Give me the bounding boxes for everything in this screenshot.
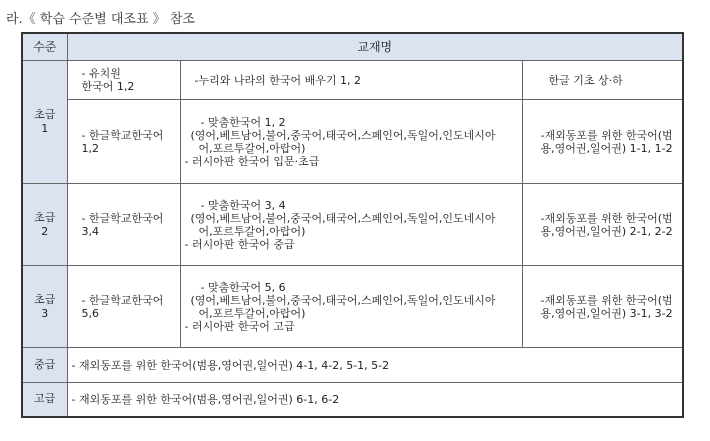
- table-row: [22, 100, 683, 184]
- textbook-cell: [522, 100, 683, 184]
- textbook-line: - 러시아판 한국어 중급: [184, 237, 295, 251]
- table-row: [22, 348, 683, 383]
- level-number: 1: [41, 122, 49, 135]
- textbook-line: - 맞춤한국어 1, 2: [200, 115, 286, 129]
- textbook-line: 한글 기초 상·하: [548, 73, 623, 87]
- textbook-cell: [522, 266, 683, 348]
- level-number: 3: [41, 306, 49, 320]
- level-cell: [22, 184, 67, 266]
- page-heading: 라.《 학습 수준별 대조표 》 참조: [6, 12, 195, 27]
- textbook-line: -누리와 나라의 한국어 배우기 1, 2: [194, 73, 361, 87]
- textbook-line: 어,포르투갈어,아랍어): [198, 306, 306, 320]
- level-cell: [22, 266, 67, 348]
- textbook-line: 한국어 1,2: [81, 80, 135, 93]
- textbook-line: - 한글학교한국어 5,6: [81, 293, 164, 320]
- header-level: 수준: [22, 33, 67, 61]
- textbook-line: 어,포르투갈어,아랍어): [198, 224, 306, 238]
- textbook-line: -재외동포를 위한 한국어(범용,영어권,일어권) 1-1, 1-2: [540, 128, 673, 155]
- textbook-cell: [522, 184, 683, 266]
- textbook-line: - 러시아판 한국어 고급: [184, 319, 295, 333]
- level-number: 2: [41, 224, 49, 238]
- textbook-cell: [180, 100, 522, 184]
- level-cell: 중급: [22, 348, 67, 383]
- level-name: 초급: [34, 108, 56, 121]
- table-row: [22, 61, 683, 100]
- textbook-line: (영어,베트남어,불어,중국어,태국어,스페인어,독일어,인도네시아: [190, 293, 496, 307]
- level-cell: 고급: [22, 383, 67, 417]
- level-comparison-table: [21, 32, 684, 418]
- textbook-cell: [67, 100, 180, 184]
- textbook-line: -재외동포를 위한 한국어(범용,영어권,일어권) 2-1, 2-2: [540, 211, 673, 238]
- textbook-line: (영어,베트남어,불어,중국어,태국어,스페인어,독일어,인도네시아: [190, 211, 496, 225]
- textbook-cell: [180, 266, 522, 348]
- textbook-line: - 맞춤한국어 5, 6: [200, 280, 286, 294]
- textbook-line: - 한글학교한국어 1,2: [81, 128, 164, 155]
- level-name: 초급: [34, 210, 56, 224]
- textbook-cell: [67, 184, 180, 266]
- textbook-line: - 러시아판 한국어 입문·초급: [184, 154, 320, 168]
- textbook-cell: [180, 61, 522, 100]
- textbook-line: (영어,베트남어,불어,중국어,태국어,스페인어,독일어,인도네시아: [190, 128, 496, 142]
- textbook-cell: [522, 61, 683, 100]
- header-textbook: 교재명: [67, 33, 683, 61]
- textbook-line: -재외동포를 위한 한국어(범용,영어권,일어권) 3-1, 3-2: [540, 293, 673, 320]
- textbook-cell: [180, 184, 522, 266]
- textbook-cell: - 재외동포를 위한 한국어(범용,영어권,일어권) 6-1, 6-2: [67, 383, 683, 417]
- textbook-cell: [67, 61, 180, 100]
- table-row: [22, 266, 683, 348]
- textbook-cell: - 재외동포를 위한 한국어(범용,영어권,일어권) 4-1, 4-2, 5-1, 5-2: [67, 348, 683, 383]
- table-row: [22, 383, 683, 417]
- textbook-line: - 한글학교한국어 3,4: [81, 211, 164, 238]
- table-row: [22, 184, 683, 266]
- textbook-line: - 유치원: [81, 67, 121, 80]
- textbook-cell: [67, 266, 180, 348]
- level-name: 초급: [34, 292, 56, 306]
- textbook-line: 어,포르투갈어,아랍어): [198, 141, 306, 155]
- level-cell: [22, 61, 67, 184]
- table-header-row: [22, 33, 683, 61]
- textbook-line: - 맞춤한국어 3, 4: [200, 198, 286, 212]
